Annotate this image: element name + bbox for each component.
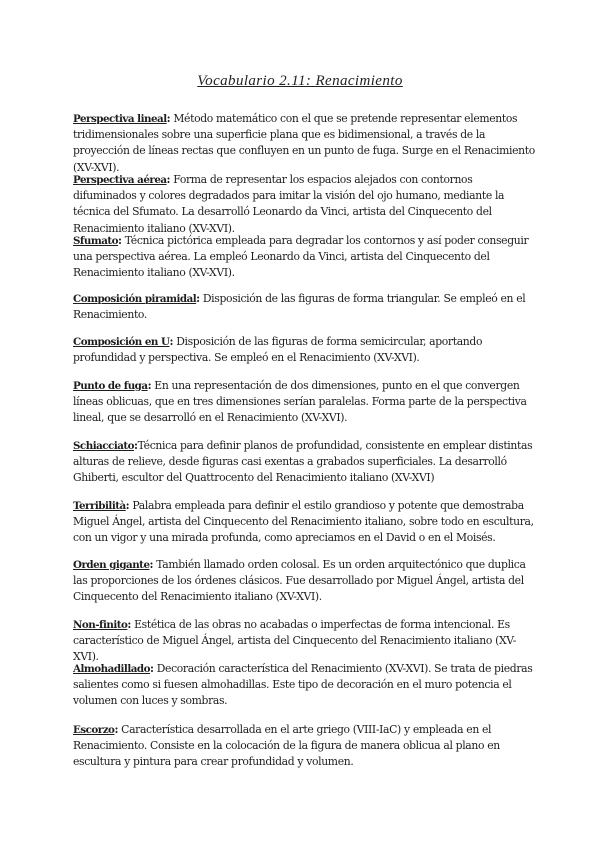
entry-almohadillado <box>73 661 535 710</box>
entry-term: Perspectiva aérea <box>73 174 167 186</box>
entry-term: Non-finito <box>73 619 128 631</box>
entry-sep: : <box>149 558 154 571</box>
entry-sep: : <box>127 618 132 631</box>
entry-definition: Forma de representar los espacios alejados con contornos difuminados y colores degradados para imitar la visión del ojo humano, mediante la técnica del Sfumato. La desarrolló Leonardo da Vinci, artista del Cinquecento del Renacimiento italiano (XV-XVI). <box>73 173 505 235</box>
entry-definition: Decoración característica del Renacimiento (XV-XVI). Se trata de piedras salientes como si fuesen almohadillas. Este tipo de decoración en el muro potencia el volumen con luces y sombras. <box>73 662 533 708</box>
entry-sep: : <box>125 499 130 512</box>
entry-sep: : <box>134 439 138 452</box>
entry-schiacciato <box>73 438 535 487</box>
entry-definition: Palabra empleada para definir el estilo grandioso y potente que demostraba Miguel Ángel, artista del Cinquecento del Renacimiento italiano, sobre todo en escultura, con un vigor y una mirada profunda, como apreciamos en el David o en el Moisés. <box>73 499 534 545</box>
entry-definition: Característica desarrollada en el arte griego (VIII-IaC) y empleada en el Renacimiento. Consiste en la colocación de la figura de manera oblicua al plano en escultura y pintura para crear profundidad y volumen. <box>73 723 500 769</box>
entry-definition: Técnica pictórica empleada para degradar los contornos y así poder conseguir una perspectiva aérea. La empleó Leonardo da Vinci, artista del Cinquecento del Renacimiento italiano (XV-XVI). <box>73 234 529 280</box>
entry-term: Escorzo <box>73 724 115 736</box>
entry-term: Composición piramidal <box>73 293 197 305</box>
entry-perspectiva-lineal <box>73 111 535 176</box>
entry-sep: : <box>169 335 174 348</box>
entry-terribilita <box>73 498 535 547</box>
entry-definition: También llamado orden colosal. Es un orden arquitectónico que duplica las proporciones de los órdenes clásicos. Fue desarrollado por Miguel Ángel, artista del Cinquecento del Renacimiento italiano (XV-XVI). <box>73 558 526 604</box>
entry-sep: : <box>166 173 171 186</box>
entry-perspectiva-aerea <box>73 172 535 237</box>
entry-composicion-en-u <box>73 334 535 366</box>
entry-sfumato <box>73 233 535 282</box>
entry-orden-gigante <box>73 557 535 606</box>
page-title: Vocabulario 2.11: Renacimiento <box>197 73 403 89</box>
entry-definition: Método matemático con el que se pretende representar elementos tridimensionales sobre una superficie plana que es bidimensional, a través de la proyección de líneas rectas que confluyen en un punto de fuga. Surge en el Renacimiento (XV-XVI). <box>73 112 535 174</box>
entry-definition: Disposición de las figuras de forma semicircular, aportando profundidad y perspectiva. Se empleó en el Renacimiento (XV-XVI). <box>73 335 483 365</box>
entry-sep: : <box>150 662 154 675</box>
entry-definition: Disposición de las figuras de forma triangular. Se empleó en el Renacimiento. <box>73 292 526 322</box>
entry-term: Schiacciato <box>73 440 135 452</box>
entry-term: Composición en U <box>73 336 170 348</box>
entry-definition: En una representación de dos dimensiones, punto en el que convergen líneas oblicuas, que en tres dimensiones serían paralelas. Forma parte de la perspectiva lineal, que se desarrolló en el Renacimiento (XV-XVI). <box>73 379 527 425</box>
entry-sep: : <box>147 379 152 392</box>
entry-term: Sfumato <box>73 235 119 247</box>
entry-escorzo <box>73 722 535 771</box>
entry-sep: : <box>118 234 122 247</box>
entry-term: Punto de fuga <box>73 380 148 392</box>
entry-sep: : <box>196 292 200 305</box>
entry-definition: Técnica para definir planos de profundidad, consistente en emplear distintas alturas de relieve, desde figuras casi exentas a grabados superficiales. La desarrolló Ghiberti, escultor del Quattrocento del Renacimiento italiano (XV-XVI) <box>73 439 533 485</box>
entry-term: Perspectiva lineal <box>73 113 167 125</box>
entry-sep: : <box>114 723 119 736</box>
entry-term: Terribilità <box>73 500 126 512</box>
entry-sep: : <box>166 112 171 125</box>
entry-term: Orden gigante <box>73 559 150 571</box>
entry-non-finito <box>73 617 535 666</box>
entry-definition: Estética de las obras no acabadas o imperfectas de forma intencional. Es característico de Miguel Ángel, artista del Cinquecento del Renacimiento italiano (XV-XVI). <box>73 618 517 664</box>
entry-term: Almohadillado <box>73 663 150 675</box>
entry-punto-de-fuga <box>73 378 535 427</box>
entry-composicion-piramidal <box>73 291 535 323</box>
